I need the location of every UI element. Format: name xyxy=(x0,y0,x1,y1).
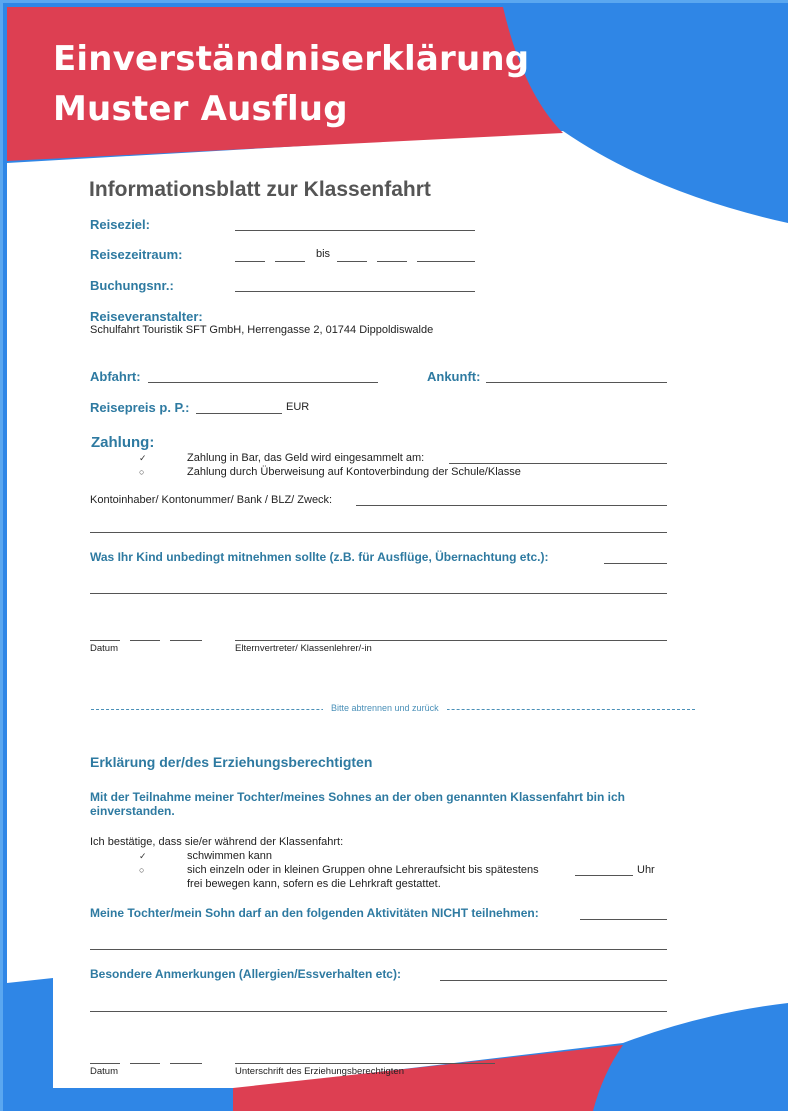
zahlung-datum-field[interactable] xyxy=(449,463,667,464)
banner-title-line1: Einverständniserklärung xyxy=(53,39,530,79)
zeitraum-to-year[interactable] xyxy=(417,261,475,262)
reiseziel-label: Reiseziel: xyxy=(90,217,150,232)
reisepreis-field[interactable] xyxy=(196,413,282,414)
mitnehmen-field-2[interactable] xyxy=(90,593,667,594)
teilnahme-text-line1: Mit der Teilnahme meiner Tochter/meines Sohnes an der oben genannten Klassenfahrt bin ich xyxy=(90,790,625,804)
konto-label: Kontoinhaber/ Kontonummer/ Bank / BLZ/ Zweck: xyxy=(90,494,333,506)
datum-label: Datum xyxy=(90,643,118,654)
checkbox-icon[interactable]: ✓ xyxy=(139,453,147,463)
mitnehmen-label: Was Ihr Kind unbedingt mitnehmen sollte (z.B. für Ausflüge, Übernachtung etc.): xyxy=(90,550,549,564)
bestaetige-option-schwimmen: schwimmen kann xyxy=(187,850,272,862)
konto-field[interactable] xyxy=(356,505,667,506)
abfahrt-field[interactable] xyxy=(148,382,378,383)
zeitraum-bis: bis xyxy=(316,248,331,260)
reisezeitraum-label: Reisezeitraum: xyxy=(90,247,183,262)
anmerkungen-label: Besondere Anmerkungen (Allergien/Essverhalten etc): xyxy=(90,967,401,981)
datum2-label: Datum xyxy=(90,1066,118,1077)
anmerkungen-field[interactable] xyxy=(440,980,667,981)
ankunft-label: Ankunft: xyxy=(427,369,481,384)
uhr-label: Uhr xyxy=(637,864,655,876)
datum-day-field[interactable] xyxy=(90,640,120,641)
uhrzeit-field[interactable] xyxy=(575,875,633,876)
anmerkungen-field-2[interactable] xyxy=(90,1011,667,1012)
buchungsnr-label: Buchungsnr.: xyxy=(90,278,174,293)
reisepreis-label: Reisepreis p. P.: xyxy=(90,400,190,415)
elternvertreter-signature-field[interactable] xyxy=(235,640,667,641)
document xyxy=(3,3,788,1111)
aktivitaeten-field-2[interactable] xyxy=(90,949,667,950)
veranstalter-value: Schulfahrt Touristik SFT GmbH, Herrengasse 2, 01744 Dippoldiswalde xyxy=(90,324,434,336)
bestaetige-option-einzeln: sich einzeln oder in kleinen Gruppen ohne Lehreraufsicht bis spätestens xyxy=(187,864,539,876)
reiseziel-field[interactable] xyxy=(235,230,475,231)
datum2-day-field[interactable] xyxy=(90,1063,120,1064)
aktivitaeten-label: Meine Tochter/mein Sohn darf an den folgenden Aktivitäten NICHT teilnehmen: xyxy=(90,906,539,920)
datum-month-field[interactable] xyxy=(130,640,160,641)
tear-label: Bitte abtrennen und zurück xyxy=(323,703,447,713)
zahlung-heading: Zahlung: xyxy=(91,434,155,451)
mitnehmen-field[interactable] xyxy=(604,563,667,564)
datum2-month-field[interactable] xyxy=(130,1063,160,1064)
bestaetige-option-einzeln-line2: frei bewegen kann, sofern es die Lehrkraft gestattet. xyxy=(187,878,441,890)
konto-field-2[interactable] xyxy=(90,532,667,533)
zahlung-option-bar: Zahlung in Bar, das Geld wird eingesammelt am: xyxy=(187,452,425,464)
zeitraum-from-month[interactable] xyxy=(275,261,305,262)
banner-title-line2: Muster Ausflug xyxy=(53,89,348,129)
checkbox-icon[interactable]: ✓ xyxy=(139,851,147,861)
bestaetige-text: Ich bestätige, dass sie/er während der Klassenfahrt: xyxy=(90,836,344,848)
radio-icon[interactable]: ○ xyxy=(139,467,145,477)
unterschrift-field[interactable] xyxy=(235,1063,495,1064)
datum-year-field[interactable] xyxy=(170,640,202,641)
radio-icon[interactable]: ○ xyxy=(139,865,145,875)
zeitraum-to-day[interactable] xyxy=(337,261,367,262)
zeitraum-to-month[interactable] xyxy=(377,261,407,262)
aktivitaeten-field[interactable] xyxy=(580,919,667,920)
unterschrift-label: Unterschrift des Erziehungsberechtigten xyxy=(235,1066,404,1077)
erklaerung-heading: Erklärung der/des Erziehungsberechtigten xyxy=(90,754,373,770)
ankunft-field[interactable] xyxy=(486,382,667,383)
datum2-year-field[interactable] xyxy=(170,1063,202,1064)
reisepreis-unit: EUR xyxy=(286,401,310,413)
veranstalter-label: Reiseveranstalter: xyxy=(90,309,203,324)
teilnahme-text-line2: einverstanden. xyxy=(90,804,175,818)
elternvertreter-label: Elternvertreter/ Klassenlehrer/-in xyxy=(235,643,372,654)
zeitraum-from-day[interactable] xyxy=(235,261,265,262)
abfahrt-label: Abfahrt: xyxy=(90,369,141,384)
document-heading: Informationsblatt zur Klassenfahrt xyxy=(89,178,431,201)
buchungsnr-field[interactable] xyxy=(235,291,475,292)
zahlung-option-ueberweisung: Zahlung durch Überweisung auf Kontoverbindung der Schule/Klasse xyxy=(187,466,521,478)
